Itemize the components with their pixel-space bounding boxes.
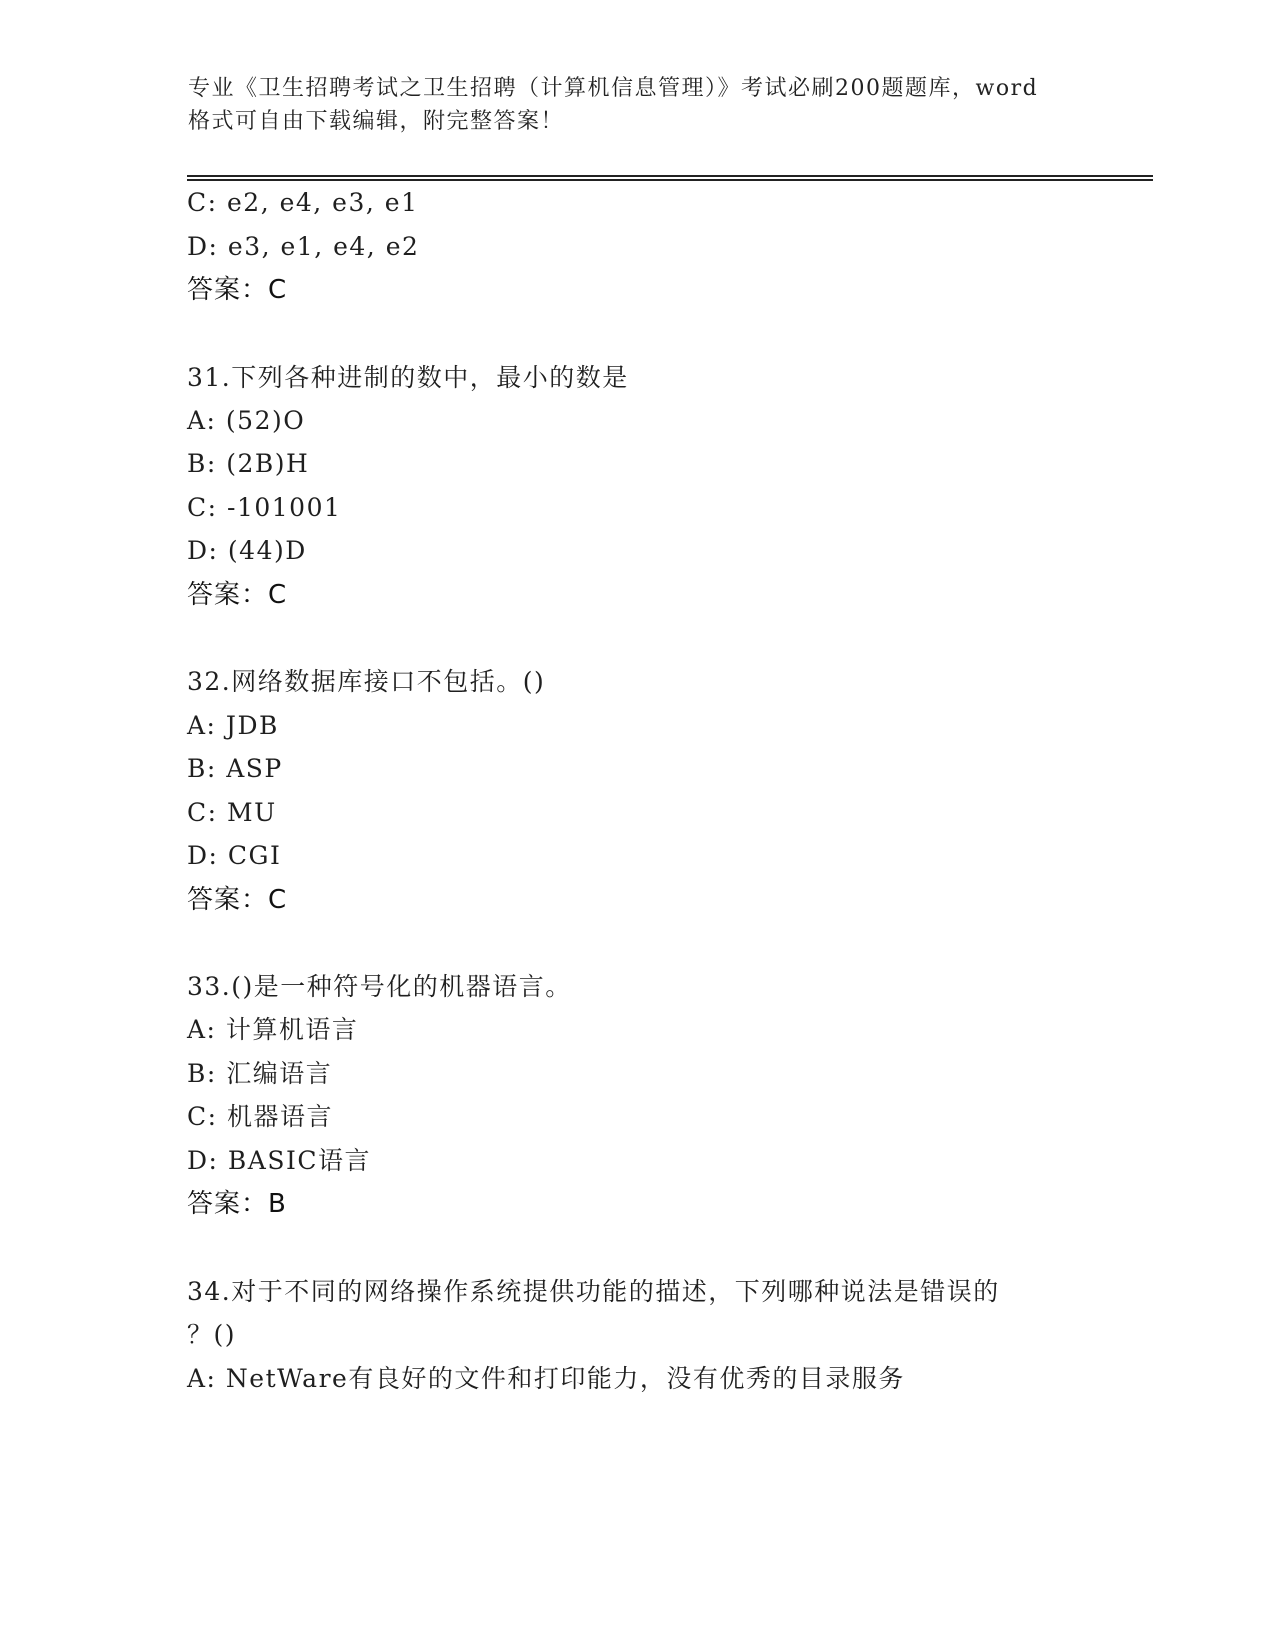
q33-answer: 答案：B [187,1189,287,1219]
q31-stem: 31.下列各种进制的数中，最小的数是 [187,363,629,392]
q32-option-a: A: JDB [187,711,279,740]
q31-option-d: D: (44)D [187,536,307,565]
q30-option-d: D: e3, e1, e4, e2 [187,232,420,261]
q31-answer: 答案：C [187,580,288,610]
q32-option-b: B: ASP [187,754,283,783]
q32-option-d: D: CGI [187,841,282,870]
q34-option-a: A: NetWare有良好的文件和打印能力，没有优秀的目录服务 [187,1364,905,1393]
q31-option-a: A: (52)O [187,406,306,435]
q32-stem: 32.网络数据库接口不包括。() [187,667,546,696]
q33-stem: 33.()是一种符号化的机器语言。 [187,972,572,1001]
q34-stem-line-1: 34.对于不同的网络操作系统提供功能的描述，下列哪种说法是错误的 [187,1277,1000,1306]
q33-option-c: C: 机器语言 [187,1102,333,1131]
q30-answer: 答案：C [187,275,288,305]
q33-option-d: D: BASIC语言 [187,1146,371,1175]
q31-option-c: C: -101001 [187,493,342,522]
q34-stem-line-2: ？() [187,1320,237,1349]
header-title-line-1: 专业《卫生招聘考试之卫生招聘（计算机信息管理）》考试必刷200题题库，word [188,76,1039,101]
q32-answer: 答案：C [187,885,288,915]
header-title-line-2: 格式可自由下载编辑，附完整答案！ [188,109,565,134]
q32-option-c: C: MU [187,798,277,827]
header-divider [187,175,1153,181]
document-header [188,72,1088,138]
q33-option-a: A: 计算机语言 [187,1015,359,1044]
q30-option-c: C: e2, e4, e3, e1 [187,188,419,217]
q31-option-b: B: (2B)H [187,449,310,478]
q33-option-b: B: 汇编语言 [187,1059,333,1088]
